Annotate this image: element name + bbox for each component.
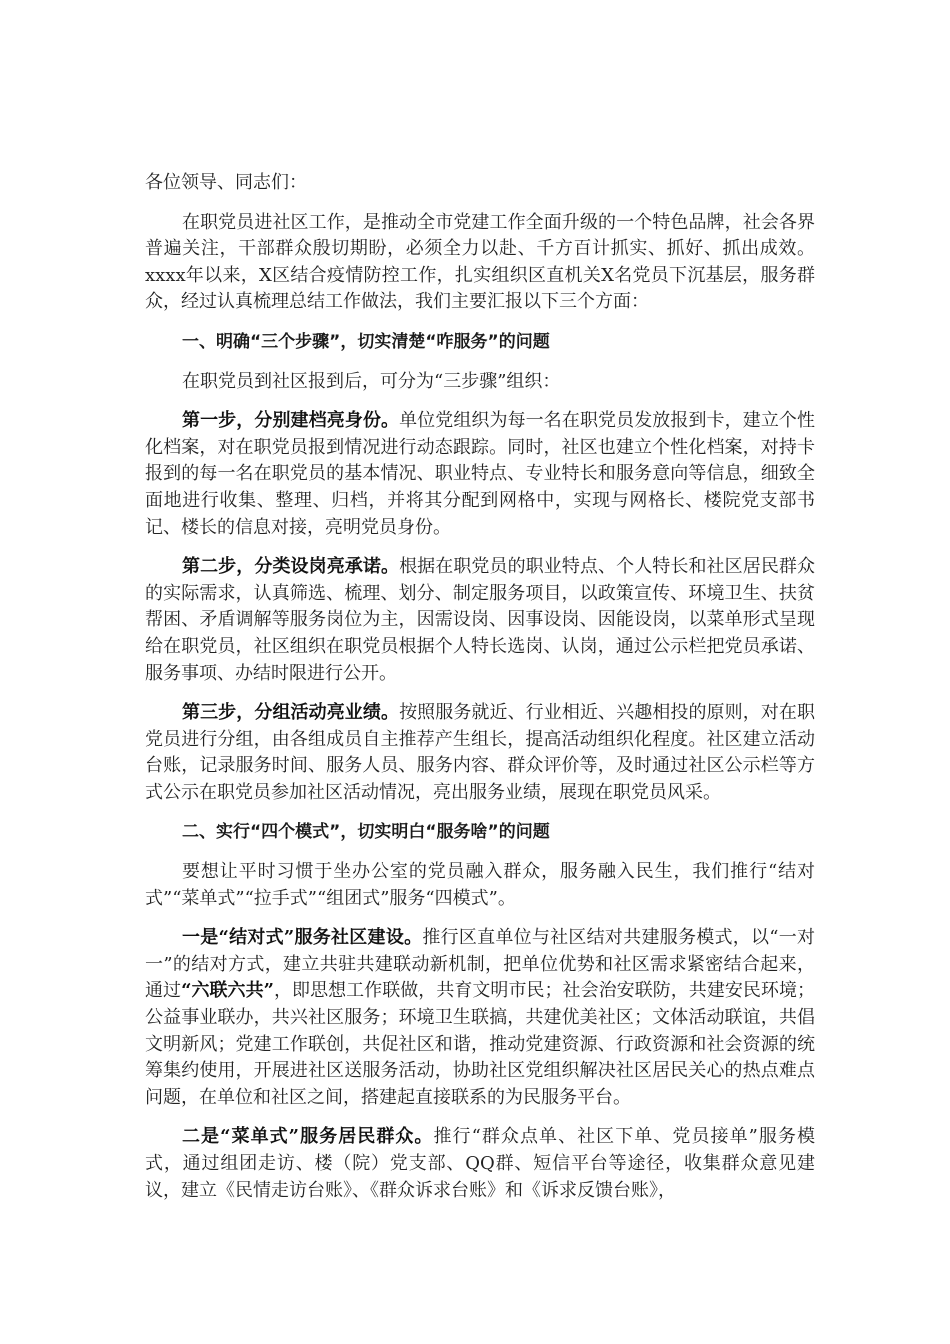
step2-title: 第二步，分类设岗亮承诺。	[182, 556, 400, 578]
item1-text-b: ，即思想工作联做，共育文明市民；社会治安联防，共建安民环境；公益事业联办，共兴社区服务；环境卫生联搞，共建优美社区；文体活动联谊，共倡文明新风；党建工作联创，共促社区和谐，推动党建资源、行政资源和社会资源的统筹集约使用，开展进社区送服务活动，协助社区党组织解决社区居民关心的热点难点问题，在单位和社区之间，搭建起直接联系的为民服务平台。	[145, 980, 816, 1108]
document-body	[145, 170, 815, 1204]
item1-paragraph	[145, 925, 815, 1111]
section-heading-1: 一、明确“三个步骤”，切实清楚“咋服务”的问题	[182, 331, 550, 352]
step3-paragraph	[145, 700, 815, 806]
step3-title: 第三步，分组活动亮业绩。	[182, 702, 400, 724]
step2-paragraph	[145, 554, 815, 687]
salutation: 各位领导、同志们：	[145, 172, 307, 193]
step3-text: 按照服务就近、行业相近、兴趣相投的原则，对在职党员进行分组，由各组成员自主推荐产生组长，提高活动组织化程度。社区建立活动台账，记录服务时间、服务人员、服务内容、群众评价等，及时通过社区公示栏等方式公示在职党员参加社区活动情况，亮出服务业绩，展现在职党员风采。	[145, 702, 816, 803]
section2-lead: 要想让平时习惯于坐办公室的党员融入群众，服务融入民生，我们推行“结对式”“菜单式”“拉手式”“组团式”服务“四模式”。	[145, 861, 815, 909]
item1-text-a: 推行区直单位与社区结对共建服务模式，以“一对一”的结对方式，建立共驻共建联动新机制，把单位优势和社区需求紧密结合起来，通过	[145, 927, 815, 1002]
item2-title: 二是“菜单式”服务居民群众。	[182, 1126, 434, 1148]
step1-title: 第一步，分别建档亮身份。	[182, 410, 400, 432]
item2-paragraph	[145, 1124, 815, 1204]
section1-lead: 在职党员到社区报到后，可分为“三步骤”组织：	[182, 370, 561, 392]
step2-text: 根据在职党员的职业特点、个人特长和社区居民群众的实际需求，认真筛选、梳理、划分、制定服务项目，以政策宣传、环境卫生、扶贫帮困、矛盾调解等服务岗位为主，因需设岗、因事设岗、因能设岗，以菜单形式呈现给在职党员，社区组织在职党员根据个人特长选岗、认岗，通过公示栏把党员承诺、服务事项、办结时限进行公开。	[145, 556, 816, 684]
item1-title: 一是“结对式”服务社区建设。	[182, 927, 423, 949]
step1-paragraph	[145, 408, 815, 541]
intro-paragraph: 在职党员进社区工作，是推动全市党建工作全面升级的一个特色品牌，社会各界普遍关注，干部群众殷切期盼，必须全力以赴、千方百计抓实、抓好、抓出成效。xxxx年以来，X区结合疫情防控工作，扎实组织区直机关X名党员下沉基层，服务群众，经过认真梳理总结工作做法，我们主要汇报以下三个方面：	[145, 211, 815, 313]
section-heading-2: 二、实行“四个模式”，切实明白“服务啥”的问题	[182, 822, 550, 843]
item1-bold: “六联六共”	[181, 980, 274, 1002]
step1-text: 单位党组织为每一名在职党员发放报到卡，建立个性化档案，对在职党员报到情况进行动态跟踪。同时，社区也建立个性化档案，对持卡报到的每一名在职党员的基本情况、职业特点、专业特长和服务意向等信息，细致全面地进行收集、整理、归档，并将其分配到网格中，实现与网格长、楼院党支部书记、楼长的信息对接，亮明党员身份。	[145, 410, 816, 538]
item2-text: 推行“群众点单、社区下单、党员接单”服务模式，通过组团走访、楼（院）党支部、QQ群、短信平台等途径，收集群众意见建议，建立《民情走访台账》、《群众诉求台账》和《诉求反馈台账》，	[145, 1126, 815, 1201]
